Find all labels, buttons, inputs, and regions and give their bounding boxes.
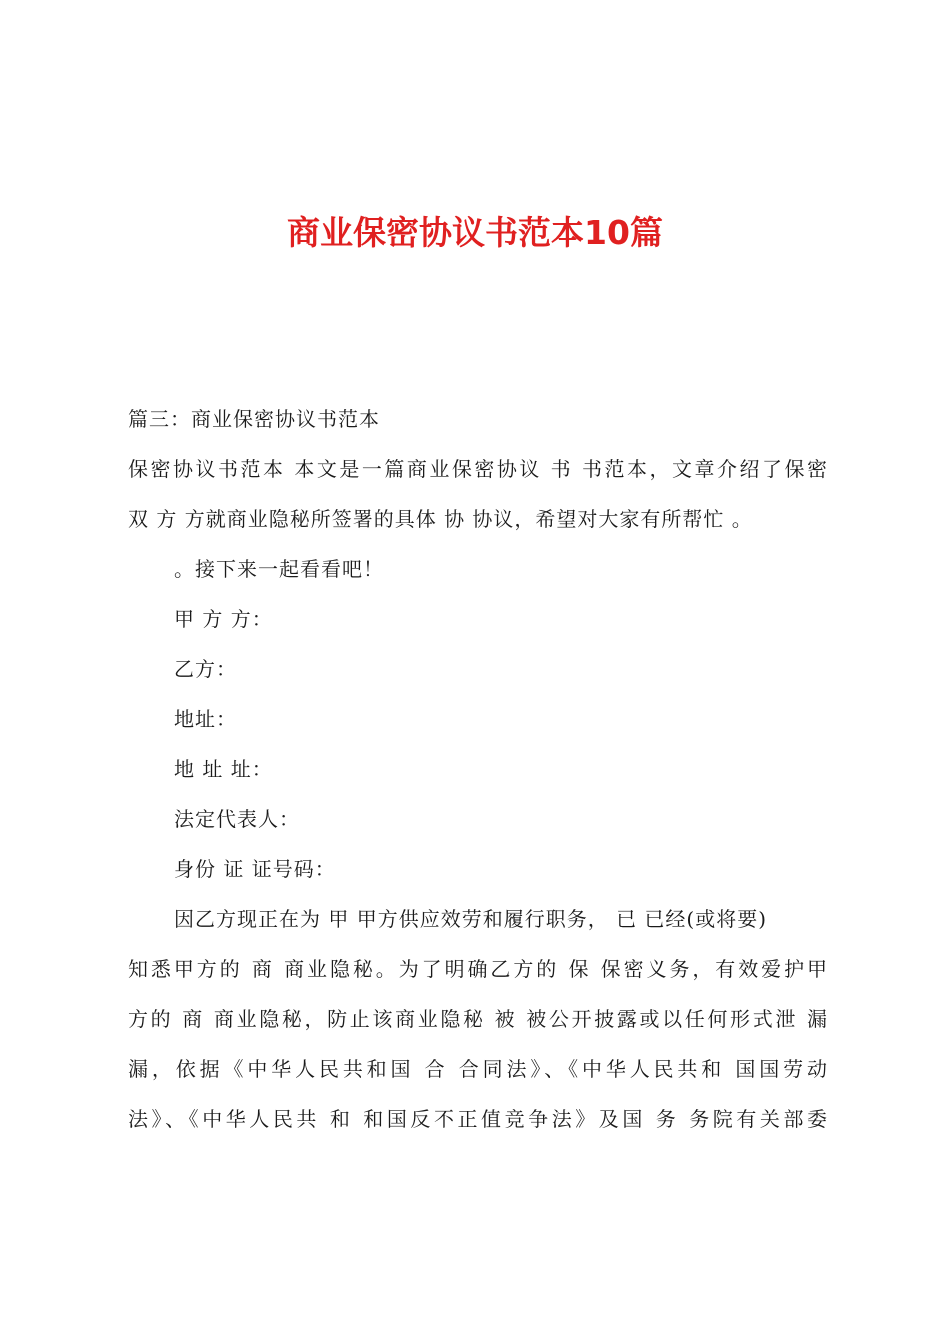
address-label: 地 址 址： xyxy=(174,757,273,781)
document-body xyxy=(128,394,828,1144)
address-label: 地址： xyxy=(174,707,237,731)
id-number-label: 身份 证 证号码： xyxy=(174,857,336,881)
paragraph-line: 方的 商 商业隐秘，防止该商业隐秘 被 被公开披露或以任何形式泄 漏 xyxy=(128,1007,828,1031)
document-title: 商业保密协议书范本10篇 xyxy=(287,213,663,252)
legal-representative-label: 法定代表人： xyxy=(174,807,300,831)
party-b-label: 乙方： xyxy=(174,657,237,681)
paragraph-line: 因乙方现正在为 甲 甲方供应效劳和履行职务， 已 已经(或将要) xyxy=(174,907,768,931)
party-a-label: 甲 方 方： xyxy=(174,607,273,631)
section-heading: 篇三：商业保密协议书范本 xyxy=(128,407,380,431)
paragraph-line: 。接下来一起看看吧！ xyxy=(174,557,384,581)
paragraph-line: 保密协议书范本 本文是一篇商业保密协议 书 书范本，文章介绍了保密 xyxy=(128,457,828,481)
paragraph-line: 漏，依据《中华人民共和国 合 合同法》、《中华人民共和 国国劳动 xyxy=(128,1057,828,1081)
paragraph-line: 双 方 方就商业隐秘所签署的具体 协 协议，希望对大家有所帮忙 。 xyxy=(128,507,753,531)
paragraph-line: 知悉甲方的 商 商业隐秘。为了明确乙方的 保 保密义务，有效爱护甲 xyxy=(128,957,828,981)
paragraph-line: 法》、《中华人民共 和 和国反不正值竞争法》及国 务 务院有关部委 xyxy=(128,1107,828,1131)
